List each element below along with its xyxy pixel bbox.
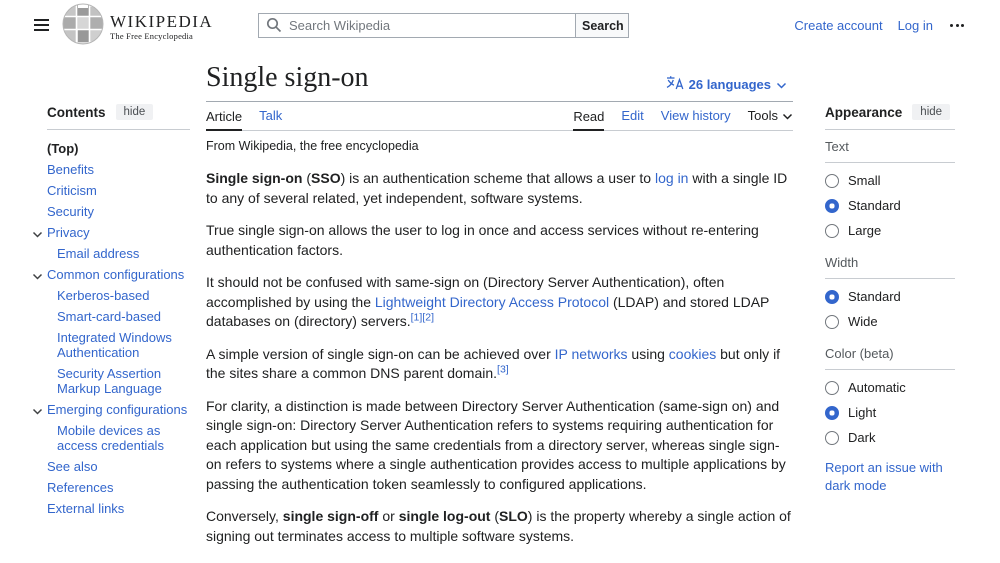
toc-link[interactable]: Integrated Windows Authentication bbox=[57, 330, 172, 360]
radio-label: Small bbox=[848, 173, 881, 188]
radio-label: Wide bbox=[848, 314, 878, 329]
radio-selected-icon[interactable] bbox=[825, 406, 839, 420]
radio-selected-icon[interactable] bbox=[825, 290, 839, 304]
chevron-down-icon[interactable] bbox=[32, 403, 43, 418]
radio-group bbox=[825, 370, 955, 453]
wiki-link[interactable]: cookies bbox=[668, 345, 717, 362]
page-title: Single sign-on bbox=[206, 62, 369, 93]
radio-option-large[interactable] bbox=[825, 218, 955, 243]
toc-item[interactable] bbox=[47, 180, 190, 201]
article-paragraph bbox=[206, 273, 793, 332]
toc-link[interactable]: Security Assertion Markup Language bbox=[57, 366, 162, 396]
tab-label: Article bbox=[206, 108, 243, 124]
toc-item[interactable] bbox=[47, 498, 190, 519]
appearance-section-label: Text bbox=[825, 130, 955, 163]
appearance-section-label: Width bbox=[825, 246, 955, 279]
toc-item[interactable] bbox=[47, 327, 190, 363]
contents-sidebar bbox=[47, 104, 190, 519]
appearance-title: Appearance bbox=[825, 104, 903, 120]
article-subtitle: From Wikipedia, the free encyclopedia bbox=[206, 139, 419, 153]
reference-link[interactable]: [2] bbox=[422, 311, 435, 324]
tab-article[interactable] bbox=[206, 102, 242, 131]
tab-view-history[interactable] bbox=[661, 102, 731, 130]
tab-tools[interactable] bbox=[748, 102, 793, 130]
text-run: but only if the sites share a common DNS parent domain. bbox=[206, 345, 781, 381]
log-in-link[interactable]: Log in bbox=[897, 18, 933, 33]
languages-label: 26 languages bbox=[688, 76, 771, 92]
tab-talk[interactable] bbox=[259, 102, 282, 130]
toc-link[interactable]: Privacy bbox=[47, 225, 90, 240]
radio-label: Large bbox=[848, 223, 882, 238]
wikipedia-logo[interactable] bbox=[62, 3, 213, 50]
text-run: (LDAP) and stored LDAP databases on (directory) servers. bbox=[206, 293, 770, 329]
article-paragraph bbox=[206, 397, 793, 495]
radio-unselected-icon[interactable] bbox=[825, 174, 839, 188]
text-run: ) is the property whereby a single action of signing out terminates access to multiple software systems. bbox=[206, 508, 791, 544]
text-run: SLO bbox=[499, 508, 528, 524]
hamburger-menu-icon[interactable] bbox=[32, 14, 54, 36]
appearance-hide-button[interactable]: hide bbox=[912, 104, 950, 120]
radio-unselected-icon[interactable] bbox=[825, 431, 839, 445]
chevron-down-icon[interactable] bbox=[32, 226, 43, 241]
languages-button[interactable] bbox=[660, 74, 793, 94]
chevron-down-icon bbox=[776, 77, 787, 92]
text-run: single log-out bbox=[398, 508, 491, 524]
toc-item[interactable] bbox=[47, 420, 190, 456]
toc-item[interactable] bbox=[47, 159, 190, 180]
tab-edit[interactable] bbox=[621, 102, 643, 130]
radio-label: Standard bbox=[848, 289, 901, 304]
article-paragraph bbox=[206, 507, 793, 546]
radio-option-standard[interactable] bbox=[825, 193, 955, 218]
toc-item[interactable] bbox=[47, 243, 190, 264]
radio-label: Automatic bbox=[848, 380, 906, 395]
toc-link[interactable]: Benefits bbox=[47, 162, 94, 177]
toc-item[interactable] bbox=[47, 222, 190, 243]
search-input[interactable] bbox=[258, 13, 575, 38]
text-run: Single sign-on bbox=[206, 170, 303, 186]
chevron-down-icon[interactable] bbox=[32, 268, 43, 283]
toc-link[interactable]: Kerberos-based bbox=[57, 288, 150, 303]
toc-link[interactable]: Email address bbox=[57, 246, 140, 261]
radio-option-automatic[interactable] bbox=[825, 375, 955, 400]
toc-link[interactable]: Emerging configurations bbox=[47, 402, 188, 417]
tab-label: Talk bbox=[259, 108, 283, 123]
text-run: ) is an authentication scheme that allows a user to bbox=[340, 170, 655, 186]
text-run: ( bbox=[302, 170, 312, 186]
toc-item[interactable] bbox=[47, 264, 190, 285]
tab-label: Read bbox=[573, 108, 605, 124]
article-paragraph bbox=[206, 221, 793, 260]
toc-item[interactable] bbox=[47, 306, 190, 327]
toc-item[interactable] bbox=[47, 201, 190, 222]
toc-link[interactable]: Common configurations bbox=[47, 267, 185, 282]
toc-link[interactable]: External links bbox=[47, 501, 125, 516]
report-dark-mode-link[interactable]: Report an issue with dark mode bbox=[825, 460, 943, 493]
article-paragraph bbox=[206, 345, 793, 384]
radio-option-small[interactable] bbox=[825, 168, 955, 193]
text-run: True single sign-on allows the user to log in once and access services without re-entering authentication factors. bbox=[206, 222, 759, 258]
create-account-link[interactable]: Create account bbox=[794, 18, 883, 33]
toc-link[interactable]: References bbox=[47, 480, 114, 495]
contents-title: Contents bbox=[47, 104, 106, 120]
wiki-link[interactable]: IP networks bbox=[554, 345, 628, 362]
radio-unselected-icon[interactable] bbox=[825, 224, 839, 238]
toc-item[interactable] bbox=[47, 285, 190, 306]
wiki-link[interactable]: log in bbox=[655, 170, 689, 186]
reference-link[interactable]: [3] bbox=[497, 363, 509, 376]
text-run: For clarity, a distinction is made between Directory Server Authentication (same-sign on) and single sign-on: Directory Server Authentication refers to systems requiring authentication for each application but using the same credentials from a directory server, whereas single sign-on refers to systems where a single authentication provides access to multiple applications by passing the authentication token seamlessly to configured applications. bbox=[206, 397, 786, 492]
toc-link[interactable]: (Top) bbox=[47, 141, 79, 156]
radio-option-light[interactable] bbox=[825, 400, 955, 425]
toc-link[interactable]: Criticism bbox=[47, 183, 97, 198]
tabs-left bbox=[206, 102, 282, 130]
top-header bbox=[0, 0, 1000, 50]
wikipedia-globe-icon bbox=[62, 3, 104, 50]
radio-unselected-icon[interactable] bbox=[825, 381, 839, 395]
wiki-link[interactable]: Lightweight Directory Access Protocol bbox=[374, 293, 610, 310]
toc-item[interactable] bbox=[47, 138, 190, 159]
user-links bbox=[794, 18, 966, 33]
reference-link[interactable]: [1] bbox=[410, 311, 423, 324]
toc-list bbox=[47, 138, 190, 519]
toc-item[interactable] bbox=[47, 456, 190, 477]
toc-item[interactable] bbox=[47, 477, 190, 498]
search-icon bbox=[266, 17, 282, 38]
radio-label: Standard bbox=[848, 198, 901, 213]
text-run: ( bbox=[490, 508, 500, 524]
appearance-section-label: Color (beta) bbox=[825, 337, 955, 370]
radio-option-dark[interactable] bbox=[825, 425, 955, 450]
more-options-icon[interactable] bbox=[948, 20, 966, 31]
tab-read[interactable] bbox=[573, 102, 604, 131]
text-run: SSO bbox=[311, 170, 341, 186]
wikipedia-wordmark: WIKIPEDIA bbox=[110, 11, 214, 31]
toc-item[interactable] bbox=[47, 363, 190, 399]
text-run: with a single ID to any of several related, yet independent, software systems. bbox=[206, 170, 788, 206]
radio-unselected-icon[interactable] bbox=[825, 315, 839, 329]
article-body bbox=[206, 169, 793, 546]
tab-label: Edit bbox=[621, 108, 644, 123]
wikipedia-tagline: The Free Encyclopedia bbox=[110, 30, 194, 41]
radio-label: Light bbox=[848, 405, 877, 420]
chevron-down-icon bbox=[782, 108, 793, 123]
radio-group bbox=[825, 163, 955, 246]
radio-selected-icon[interactable] bbox=[825, 199, 839, 213]
toc-link[interactable]: Smart-card-based bbox=[57, 309, 162, 324]
radio-label: Dark bbox=[848, 430, 876, 445]
appearance-panel bbox=[825, 104, 955, 495]
appearance-sections bbox=[825, 130, 955, 453]
search-button[interactable]: Search bbox=[575, 13, 629, 38]
toc-link[interactable]: See also bbox=[47, 459, 98, 474]
text-run: A simple version of single sign-on can be achieved over bbox=[206, 345, 555, 362]
contents-hide-button[interactable]: hide bbox=[116, 104, 154, 120]
toc-link[interactable]: Security bbox=[47, 204, 94, 219]
article-main bbox=[206, 60, 793, 559]
article-paragraph bbox=[206, 169, 793, 208]
radio-group bbox=[825, 279, 955, 337]
text-run: single sign-off bbox=[282, 508, 379, 524]
toc-item[interactable] bbox=[47, 399, 190, 420]
text-run: or bbox=[378, 508, 399, 524]
search-bar bbox=[258, 13, 629, 38]
text-run: Conversely, bbox=[206, 508, 283, 524]
radio-option-standard[interactable] bbox=[825, 284, 955, 309]
tab-label: View history bbox=[660, 108, 731, 123]
article-tabs bbox=[206, 102, 793, 131]
toc-link[interactable]: Mobile devices as access credentials bbox=[57, 423, 164, 453]
tabs-right bbox=[573, 102, 793, 130]
radio-option-wide[interactable] bbox=[825, 309, 955, 334]
tab-label: Tools bbox=[747, 108, 778, 123]
text-run: It should not be confused with same-sign on (Directory Server Authentication), often accomplished by using the bbox=[206, 274, 725, 310]
language-icon bbox=[666, 75, 684, 93]
text-run: using bbox=[627, 345, 669, 362]
